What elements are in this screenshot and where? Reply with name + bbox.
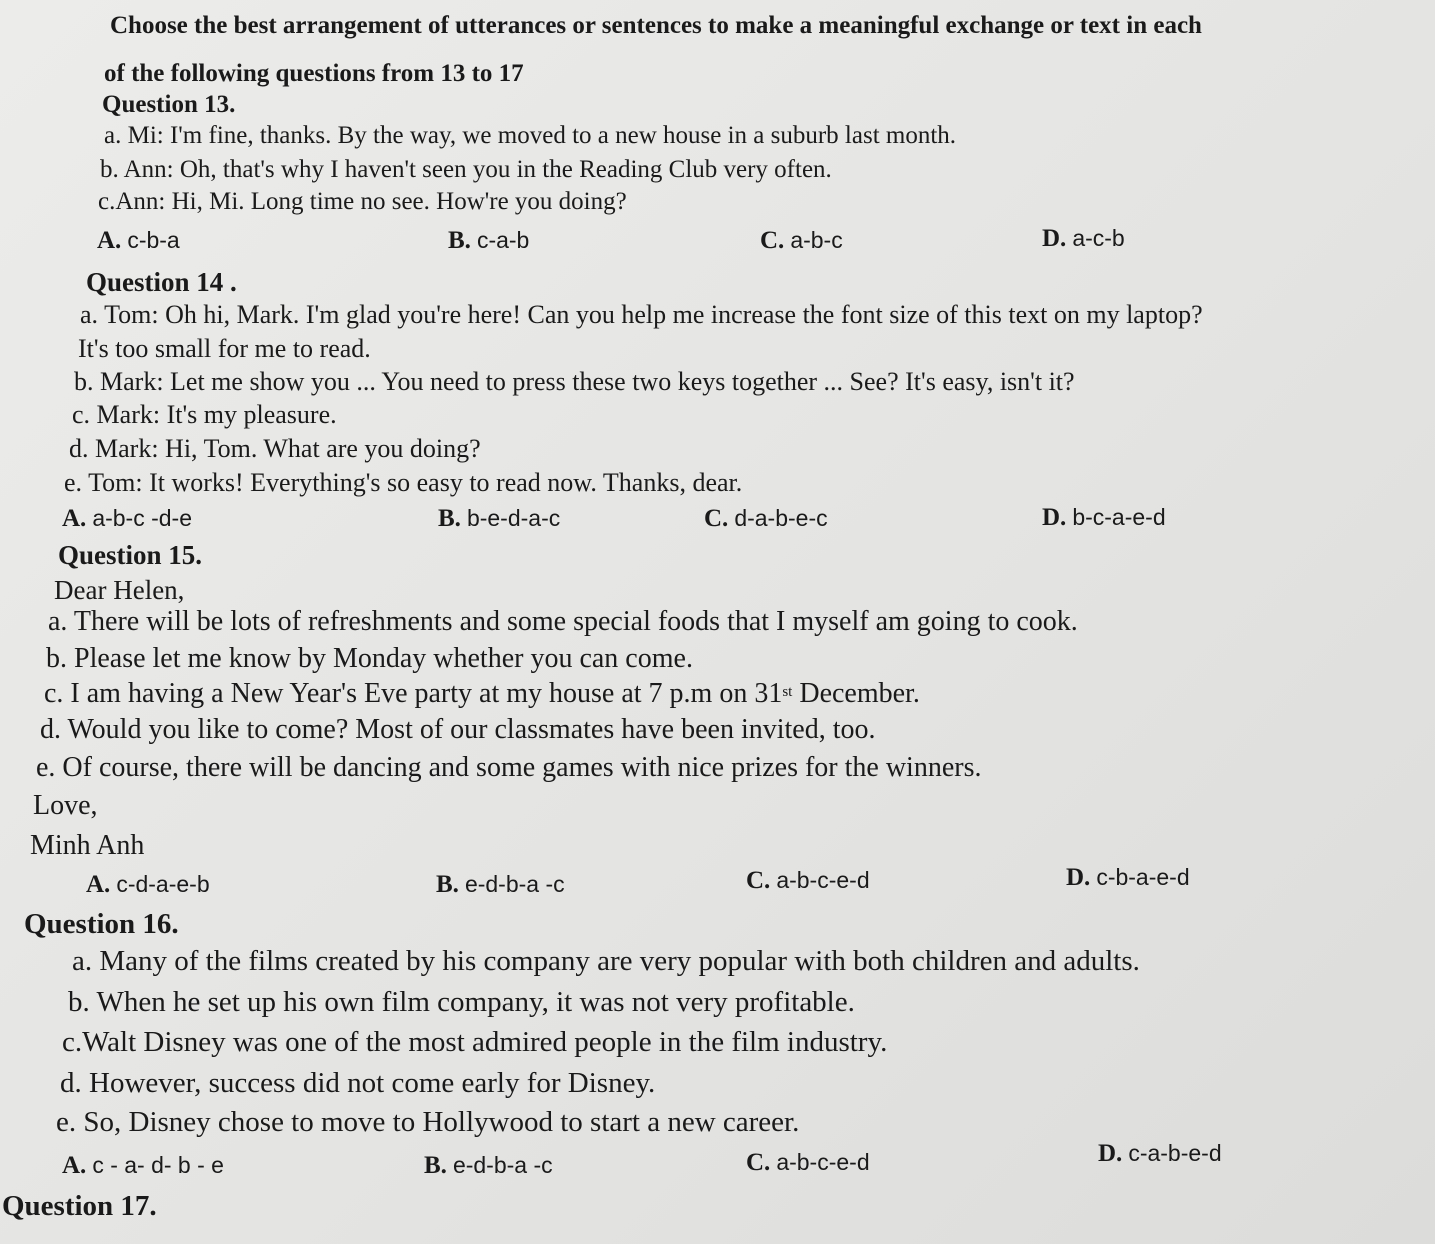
q15-closing: Love, [33,790,98,821]
q15-option-b[interactable] [436,869,565,900]
option-key: D. [1042,225,1067,252]
option-key: D. [1042,504,1067,531]
q14-item-a-cont: It's too small for me to read. [78,334,371,363]
q14-option-d[interactable] [1042,502,1166,533]
q16-option-d[interactable] [1098,1138,1222,1169]
option-key: A. [97,227,122,254]
q15-item-c-text: c. I am having a New Year's Eve party at my house at 7 p.m on 31 [44,678,783,709]
q15-item-c [44,678,920,710]
q15-item-e: e. Of course, there will be dancing and some games with nice prizes for the winners. [36,752,982,783]
option-key: C. [746,867,771,894]
question-13-title: Question 13. [102,91,236,118]
option-key: A. [62,505,87,532]
q13-item-c: c.Ann: Hi, Mi. Long time no see. How're you doing? [98,188,627,215]
option-key: B. [448,227,471,254]
q16-item-a: a. Many of the films created by his company are very popular with both children and adults. [72,945,1140,977]
q13-option-c[interactable] [760,225,843,256]
option-key: A. [86,871,111,898]
q14-item-c: c. Mark: It's my pleasure. [72,400,337,429]
q16-item-e: e. So, Disney chose to move to Hollywood to start a new career. [56,1106,800,1138]
option-key: C. [704,505,729,532]
q14-item-d: d. Mark: Hi, Tom. What are you doing? [69,434,481,463]
q14-item-b: b. Mark: Let me show you ... You need to press these two keys together ... See? It's easy, isn't it? [74,367,1075,396]
option-value: c - a- d- b - e [92,1152,224,1178]
option-value: b-c-a-e-d [1072,504,1166,530]
q15-option-d[interactable] [1066,862,1190,893]
option-key: C. [746,1149,771,1176]
q16-option-b[interactable] [424,1150,553,1181]
option-value: a-b-c -d-e [92,505,193,531]
option-value: d-a-b-e-c [734,505,828,531]
q13-option-d[interactable] [1042,223,1125,254]
question-17-title: Question 17. [2,1190,157,1222]
q13-option-b[interactable] [448,225,529,256]
question-15-title: Question 15. [58,540,203,570]
option-key: B. [438,505,461,532]
option-value: c-d-a-e-b [116,871,210,897]
instruction-line-1: Choose the best arrangement of utterances or sentences to make a meaningful exchange or text in each [110,12,1202,39]
q15-item-b: b. Please let me know by Monday whether you can come. [46,643,693,674]
option-key: A. [62,1152,87,1179]
q15-item-d: d. Would you like to come? Most of our classmates have been invited, too. [40,714,876,745]
option-value: a-c-b [1072,225,1125,251]
q13-option-a[interactable] [97,225,180,256]
q16-item-b: b. When he set up his own film company, it was not very profitable. [68,986,855,1018]
option-value: a-b-c [790,227,843,253]
option-value: b-e-d-a-c [466,505,561,531]
q15-item-a: a. There will be lots of refreshments and some special foods that I myself am going to cook. [48,606,1078,637]
q13-item-b: b. Ann: Oh, that's why I haven't seen you in the Reading Club very often. [100,156,832,183]
question-16-title: Question 16. [24,908,179,940]
question-14-title: Question 14 . [86,267,237,297]
q15-option-a[interactable] [86,869,210,900]
instruction-line-2: of the following questions from 13 to 17 [104,60,524,87]
q14-option-a[interactable] [62,503,192,534]
option-value: a-b-c-e-d [776,867,870,893]
q15-item-c-tail: December. [792,678,920,709]
q14-item-e: e. Tom: It works! Everything's so easy to read now. Thanks, dear. [64,468,743,497]
q15-greeting: Dear Helen, [54,575,185,605]
option-value: c-b-a [127,227,180,253]
option-value: c-a-b [476,227,530,253]
option-value: a-b-c-e-d [776,1149,870,1175]
q15-item-c-sup: st [782,684,793,700]
q16-option-c[interactable] [746,1147,870,1178]
option-value: e-d-b-a -c [464,871,565,897]
option-value: e-d-b-a -c [452,1152,553,1178]
option-key: C. [760,227,785,254]
q14-option-c[interactable] [704,503,828,534]
q15-option-c[interactable] [746,865,870,896]
option-key: D. [1066,864,1091,891]
option-key: B. [436,871,459,898]
option-key: D. [1098,1140,1123,1167]
q14-option-b[interactable] [438,503,560,534]
option-value: c-b-a-e-d [1096,864,1190,890]
q15-signature: Minh Anh [30,830,145,861]
q14-item-a: a. Tom: Oh hi, Mark. I'm glad you're here! Can you help me increase the font size of this text on my laptop? [80,300,1203,329]
q16-item-d: d. However, success did not come early for Disney. [60,1067,656,1099]
q13-item-a: a. Mi: I'm fine, thanks. By the way, we moved to a new house in a suburb last month. [104,122,957,149]
q16-option-a[interactable] [62,1150,224,1181]
option-key: B. [424,1152,447,1179]
option-value: c-a-b-e-d [1128,1140,1222,1166]
q16-item-c: c.Walt Disney was one of the most admired people in the film industry. [62,1026,888,1058]
